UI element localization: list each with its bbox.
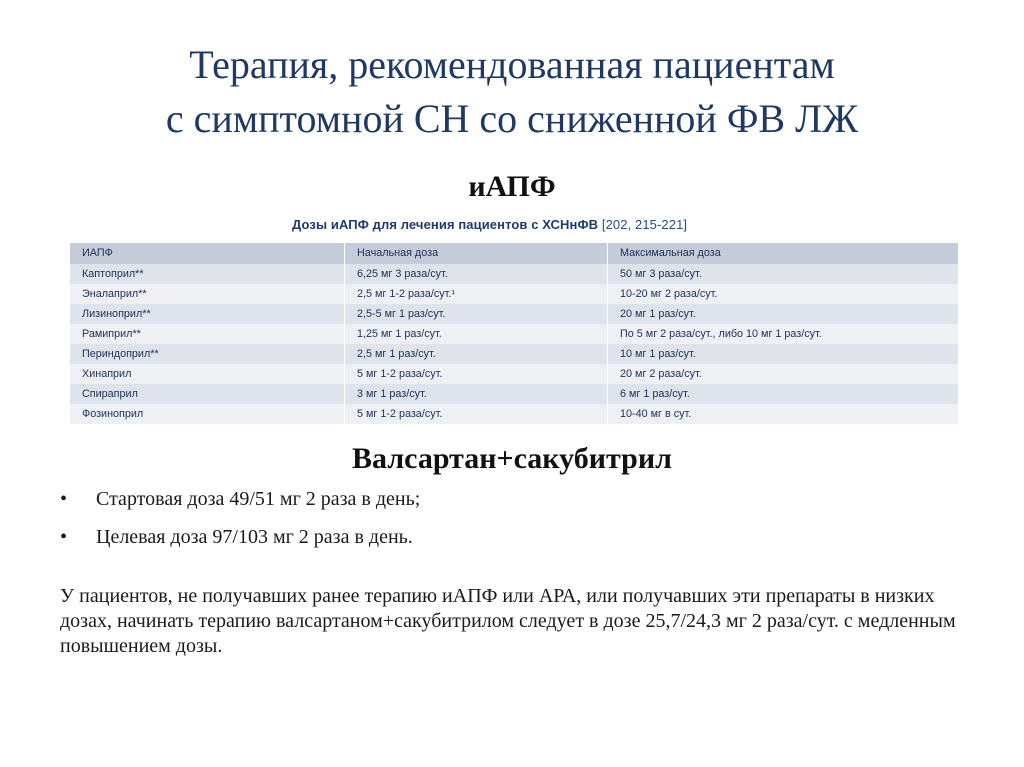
table-cell: 2,5-5 мг 1 раз/сут. xyxy=(345,304,608,324)
dosing-note-paragraph: У пациентов, не получавших ранее терапию иАПФ или АРА, или получавших эти препараты в низких дозах, начинать терапию валсартаном+сакубитрилом следует в дозе 25,7/24,3 мг 2 раза/сут. с медленным повышением дозы. xyxy=(60,585,956,657)
table-caption xyxy=(292,217,687,232)
table-cell: По 5 мг 2 раза/сут., либо 10 мг 1 раз/сут. xyxy=(620,328,822,340)
table-row xyxy=(70,404,958,424)
header-cell-initial-dose: Начальная доза xyxy=(345,243,608,264)
table-cell: 10 мг 1 раз/сут. xyxy=(620,348,696,360)
header-cell-drug: ИАПФ xyxy=(70,243,345,264)
table-cell: Лизиноприл** xyxy=(70,304,345,324)
bullet-icon: • xyxy=(60,488,68,510)
table-cell: Фозиноприл xyxy=(70,404,345,424)
table-cell: 1,25 мг 1 раз/сут. xyxy=(345,324,608,344)
table-row xyxy=(70,264,958,284)
list-item xyxy=(60,524,420,550)
header-cell-max-dose: Максимальная доза xyxy=(620,247,721,259)
table-cell: 2,5 мг 1 раз/сут. xyxy=(345,344,608,364)
table-cell: Рамиприл** xyxy=(70,324,345,344)
table-cell: 50 мг 3 раза/сут. xyxy=(620,268,702,280)
table-cell: Хинаприл xyxy=(70,364,345,384)
table-row xyxy=(70,364,958,384)
list-item-text: Целевая доза 97/103 мг 2 раза в день. xyxy=(96,526,413,548)
table-cell: 5 мг 1-2 раза/сут. xyxy=(345,364,608,384)
slide-title xyxy=(0,38,1024,146)
slide-title-line-1: Терапия, рекомендованная пациентам xyxy=(189,42,835,87)
table-row xyxy=(70,324,958,344)
list-item xyxy=(60,486,420,512)
table-cell: 6 мг 1 раз/сут. xyxy=(620,388,690,400)
ace-inhibitor-dose-table xyxy=(70,243,958,424)
table-cell: Периндоприл** xyxy=(70,344,345,364)
table-row xyxy=(70,304,958,324)
section-heading-ace-inhibitors: иАПФ xyxy=(468,170,556,203)
table-row xyxy=(70,344,958,364)
dose-bullet-list xyxy=(60,486,420,562)
table-cell: Эналаприл** xyxy=(70,284,345,304)
slide-title-line-2: с симптомной СН со сниженной ФВ ЛЖ xyxy=(165,96,859,141)
table-cell: 10-20 мг 2 раза/сут. xyxy=(620,288,718,300)
table-row xyxy=(70,384,958,404)
table-cell: Каптоприл** xyxy=(70,264,345,284)
table-caption-reference: [202, 215-221] xyxy=(601,217,688,232)
list-item-text: Стартовая доза 49/51 мг 2 раза в день; xyxy=(96,488,421,510)
bullet-icon: • xyxy=(60,526,68,548)
table-cell: 2,5 мг 1-2 раза/сут.¹ xyxy=(345,284,608,304)
table-cell: Спираприл xyxy=(70,384,345,404)
table-cell: 20 мг 1 раз/сут. xyxy=(620,308,696,320)
table-header-row xyxy=(70,243,958,264)
table-cell: 10-40 мг в сут. xyxy=(620,408,692,420)
section-heading-valsartan-sacubitril: Валсартан+сакубитрил xyxy=(352,442,672,475)
table-cell: 3 мг 1 раз/сут. xyxy=(345,384,608,404)
table-row xyxy=(70,284,958,304)
table-caption-text: Дозы иАПФ для лечения пациентов с ХСНнФВ xyxy=(292,217,599,232)
table-cell: 5 мг 1-2 раза/сут. xyxy=(345,404,608,424)
table-cell: 20 мг 2 раза/сут. xyxy=(620,368,702,380)
table-cell: 6,25 мг 3 раза/сут. xyxy=(345,264,608,284)
